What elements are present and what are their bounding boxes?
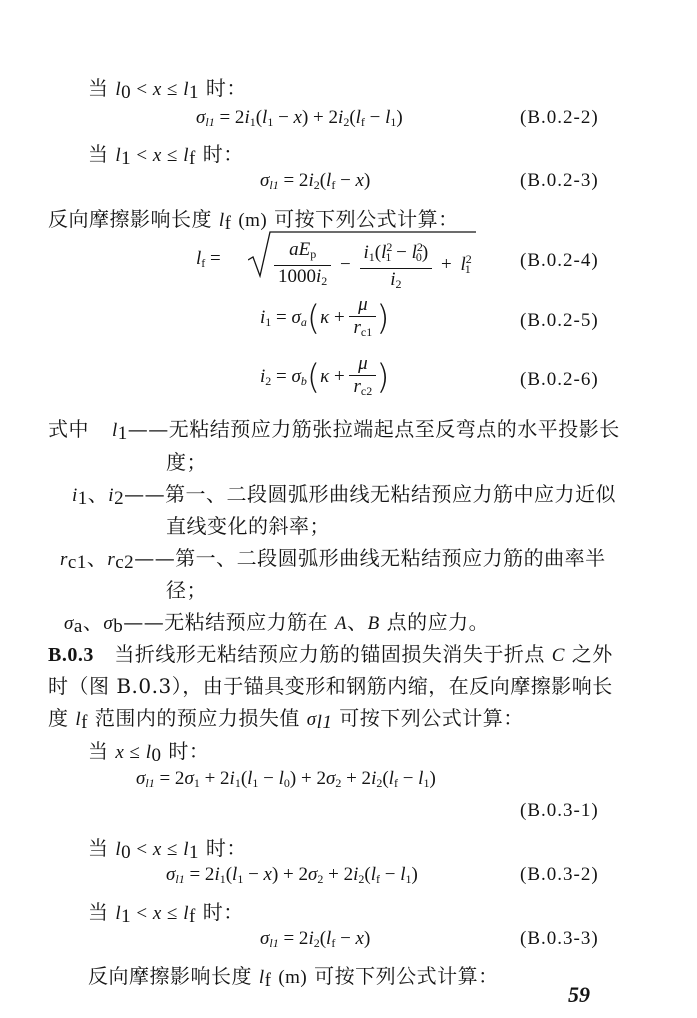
case-line-1b: 当 $l_0 < x \le l_1$ 时： [88, 836, 247, 863]
eq-number-b026: (B.0.2-6) [520, 369, 599, 390]
case-line-0: 当 $x \le l_0$ 时： [88, 739, 210, 766]
def-r-line-b: 径； [166, 578, 207, 602]
sqrt-content: $\frac{aE_p}{1000i_2}$ − $\frac{i_1(l^2_1 - l^2_0)}{i_2}$ + $l^2_1$ [274, 236, 471, 295]
equation-b026: $i_2 = \sigma_b(\kappa$ + $\frac{\mu}{r_{c2}}$ ) [260, 353, 390, 398]
def-sigma-line: $\sigma_a$、$\sigma_b——$无粘结预应力筋在 A、B 点的应力。 [64, 610, 490, 637]
def-r-line-a: $r_{c1}$、$r_{c2}——$第一、二段圆弧形曲线无粘结预应力筋的曲率半 [60, 546, 606, 573]
equation-b024: $l_f$ = [196, 248, 221, 270]
intro-lf-line: 反向摩擦影响长度 $l_f$ (m) 可按下列公式计算： [48, 207, 459, 234]
case-line-2b: 当 $l_1 < x \le l_f$ 时： [88, 900, 244, 927]
equation-b022: $\sigma_{l1} = 2i_1(l_1 - x) + 2i_2(l_f - l_1)$ [196, 107, 403, 129]
eq-number-b031: (B.0.3-1) [520, 800, 599, 821]
page-number: 59 [568, 982, 590, 1007]
case-line-2: 当 $l_1 < x \le l_f$ 时： [88, 142, 244, 169]
def-i-line-a: $i_1$、$i_2——$第一、二段圆弧形曲线无粘结预应力筋中应力近似 [72, 482, 617, 509]
def-label: 式中 [48, 417, 89, 441]
equation-b031: $\sigma_{l1} = 2\sigma_1 + 2i_1(l_1 - l_0) + 2\sigma_2 + 2i_2(l_f - l_1)$ [136, 768, 436, 790]
b03-line-c: 度 $l_f$ 范围内的预应力损失值 $\sigma_{l1}$ 可按下列公式计算： [48, 706, 524, 733]
eq-number-b023: (B.0.2-3) [520, 170, 599, 191]
equation-b023: $\sigma_{l1} = 2i_2(l_f - x)$ [260, 170, 371, 192]
eq-number-b024: (B.0.2-4) [520, 250, 599, 271]
b03-line-b: 时（图 B.0.3），由于锚具变形和钢筋内缩，在反向摩擦影响长 [48, 674, 613, 698]
def-l1-line-b: 度； [166, 450, 207, 474]
b03-line-a: B.0.3 当折线形无粘结预应力筋的锚固损失消失于折点 C 之外 [48, 642, 613, 666]
eq-number-b022: (B.0.2-2) [520, 107, 599, 128]
eq-number-b032: (B.0.3-2) [520, 864, 599, 885]
def-l1-line-a: $l_1——$无粘结预应力筋张拉端起点至反弯点的水平投影长 [112, 417, 620, 444]
equation-b032: $\sigma_{l1} = 2i_1(l_1 - x) + 2\sigma_2 + 2i_2(l_f - l_1)$ [166, 864, 418, 886]
equation-b025: $i_1 = \sigma_a(\kappa$ + $\frac{\mu}{r_{c1}}$ ) [260, 294, 390, 339]
case-line-1: 当 $l_0 < x \le l_1$ 时： [88, 76, 247, 103]
equation-b033: $\sigma_{l1} = 2i_2(l_f - x)$ [260, 928, 371, 950]
eq-number-b033: (B.0.3-3) [520, 928, 599, 949]
def-i-line-b: 直线变化的斜率； [166, 514, 330, 538]
eq-number-b025: (B.0.2-5) [520, 310, 599, 331]
intro-lf-line-b: 反向摩擦影响长度 $l_f$ (m) 可按下列公式计算： [88, 964, 499, 991]
